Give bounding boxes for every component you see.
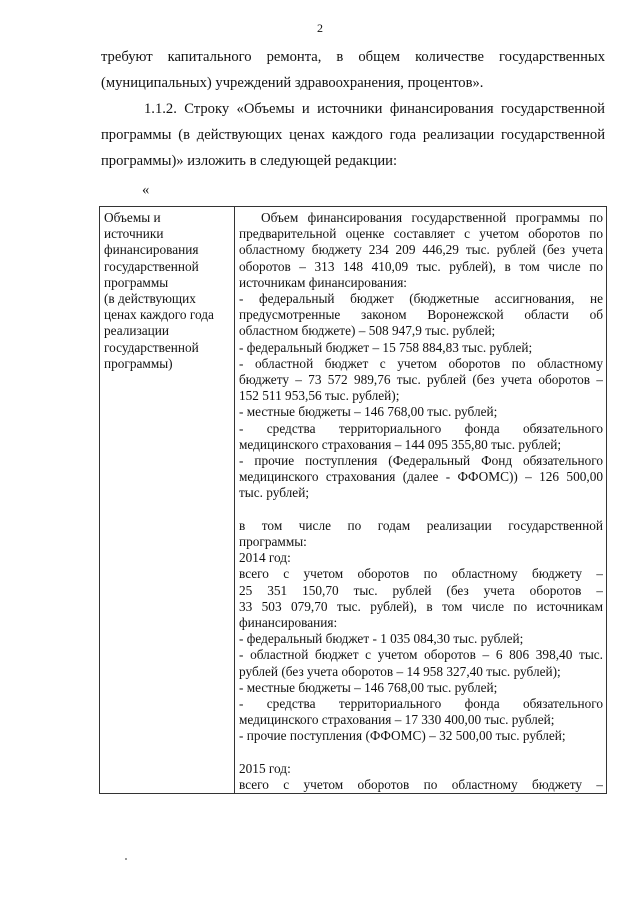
row-heading-line: государственной bbox=[104, 339, 199, 355]
financing-line: медицинского страхования (далее - ФФОМС)) – 126 500,00 bbox=[239, 469, 603, 485]
financing-line: медицинского страхования – 144 095 355,80 тыс. рублей; bbox=[239, 436, 562, 452]
row-heading-line: программы bbox=[104, 274, 169, 290]
financing-line: всего с учетом оборотов по областному бюджету – bbox=[239, 566, 603, 582]
financing-line: в том числе по годам реализации государственной bbox=[239, 517, 603, 533]
blank-line bbox=[239, 745, 603, 761]
opening-quote: « bbox=[142, 182, 150, 198]
financing-line: финансирования: bbox=[239, 615, 338, 631]
financing-details-cell bbox=[239, 210, 603, 793]
row-heading-line: финансирования bbox=[104, 242, 199, 258]
row-heading-line: Объемы и bbox=[104, 210, 161, 225]
financing-line: 25 351 150,70 тыс. рублей (без учета оборотов – bbox=[239, 582, 603, 598]
financing-line: - федеральный бюджет - 1 035 084,30 тыс. рублей; bbox=[239, 631, 524, 647]
financing-line: - средства территориального фонда обязательного bbox=[239, 696, 603, 712]
financing-line: 33 503 079,70 тыс. рублей), в том числе по источникам bbox=[239, 598, 603, 614]
page-number: 2 bbox=[317, 21, 323, 35]
column-divider bbox=[234, 207, 235, 793]
financing-line: областному бюджету 234 209 446,29 тыс. рублей (без учета bbox=[239, 242, 603, 258]
financing-line: 2014 год: bbox=[239, 550, 291, 566]
financing-table bbox=[99, 206, 607, 794]
scan-speck bbox=[125, 858, 127, 860]
financing-line: предварительной оценке составляет с учетом оборотов по bbox=[239, 226, 603, 242]
clause-line: программы)» изложить в следующей редакции: bbox=[101, 153, 398, 169]
financing-line: бюджету – 73 572 989,76 тыс. рублей (без учета оборотов – bbox=[239, 372, 603, 388]
blank-line bbox=[239, 502, 603, 518]
clause-line: 1.1.2. Строку «Объемы и источники финансирования государственной bbox=[144, 101, 605, 117]
financing-line: - федеральный бюджет (бюджетные ассигнования, не bbox=[239, 291, 603, 307]
financing-line: оборотов – 313 148 410,09 тыс. рублей), в том числе по bbox=[239, 258, 603, 274]
financing-line: Объем финансирования государственной программы по bbox=[261, 210, 603, 225]
financing-line: рублей (без учета оборотов – 14 958 327,40 тыс. рублей); bbox=[239, 663, 561, 679]
financing-line: - прочие поступления (ФФОМС) – 32 500,00 тыс. рублей; bbox=[239, 728, 566, 744]
row-heading-cell bbox=[104, 210, 232, 372]
financing-line: - федеральный бюджет – 15 758 884,83 тыс. рублей; bbox=[239, 339, 533, 355]
intro-paragraph bbox=[101, 44, 605, 96]
financing-line: - средства территориального фонда обязательного bbox=[239, 420, 603, 436]
financing-line: всего с учетом оборотов по областному бюджету – bbox=[239, 777, 603, 793]
row-heading-line: источники bbox=[104, 226, 164, 242]
financing-line: источникам финансирования: bbox=[239, 274, 408, 290]
financing-line: предусмотренные законом Воронежской области об bbox=[239, 307, 603, 323]
financing-line: - местные бюджеты – 146 768,00 тыс. рублей; bbox=[239, 404, 498, 420]
financing-line: программы: bbox=[239, 534, 307, 550]
clause-paragraph bbox=[101, 96, 605, 174]
financing-line: медицинского страхования – 17 330 400,00 тыс. рублей; bbox=[239, 712, 555, 728]
row-heading-line: программы) bbox=[104, 355, 173, 371]
financing-line: - областной бюджет с учетом оборотов по областному bbox=[239, 355, 603, 371]
financing-line: - местные бюджеты – 146 768,00 тыс. рублей; bbox=[239, 679, 498, 695]
clause-line: программы (в действующих ценах каждого года реализации государственной bbox=[101, 127, 605, 143]
intro-line: (муниципальных) учреждений здравоохранения, процентов». bbox=[101, 75, 484, 91]
intro-line: требуют капитального ремонта, в общем количестве государственных bbox=[101, 49, 605, 65]
financing-line: областном бюджете) – 508 947,9 тыс. рублей; bbox=[239, 323, 496, 339]
row-heading-line: государственной bbox=[104, 258, 199, 274]
financing-line: - областной бюджет с учетом оборотов – 6 806 398,40 тыс. bbox=[239, 647, 603, 663]
financing-line: тыс. рублей; bbox=[239, 485, 310, 501]
row-heading-line: ценах каждого года bbox=[104, 307, 214, 323]
financing-line: 2015 год: bbox=[239, 760, 291, 776]
financing-line: 152 511 953,56 тыс. рублей); bbox=[239, 388, 400, 404]
row-heading-line: (в действующих bbox=[104, 291, 196, 307]
row-heading-line: реализации bbox=[104, 323, 169, 339]
financing-line: - прочие поступления (Федеральный Фонд обязательного bbox=[239, 453, 603, 469]
